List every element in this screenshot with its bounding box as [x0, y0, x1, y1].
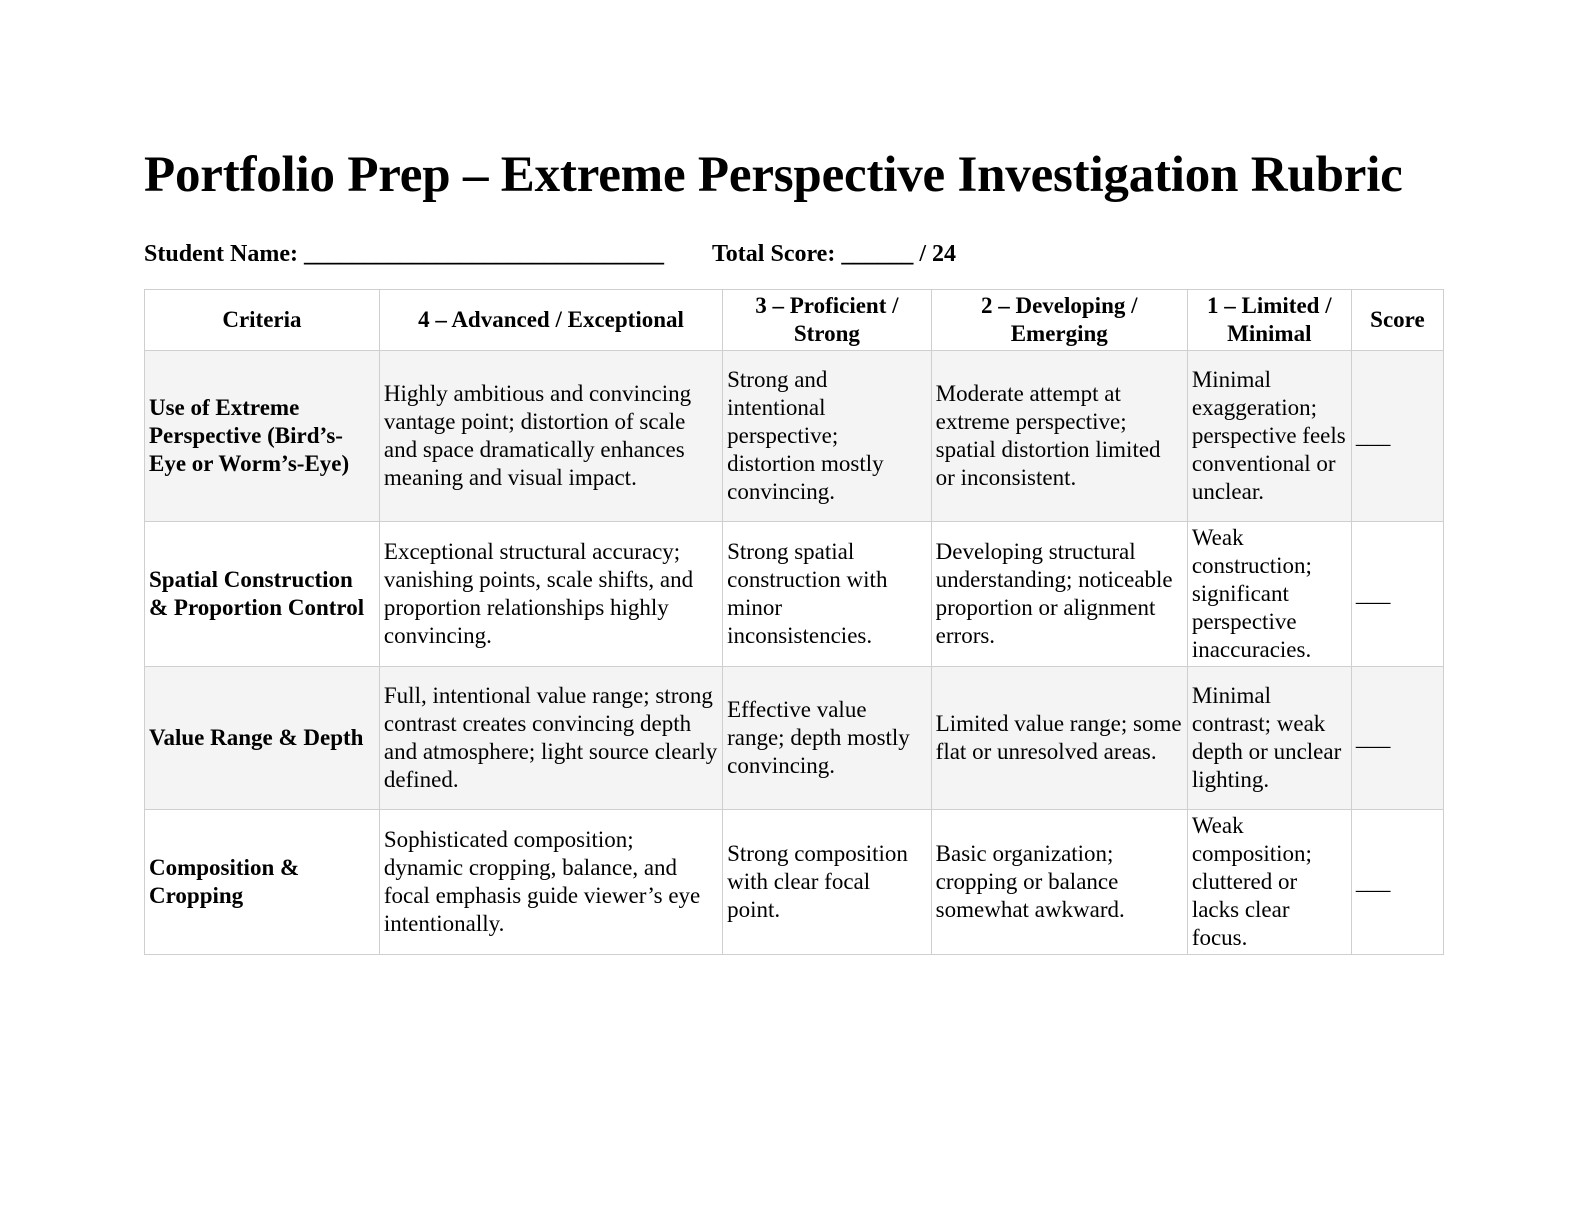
level-2-cell: Limited value range; some flat or unresolved areas. — [931, 667, 1187, 810]
header-criteria: Criteria — [145, 290, 380, 351]
header-level-2: 2 – Developing / Emerging — [931, 290, 1187, 351]
level-3-cell: Strong composition with clear focal point. — [723, 810, 932, 955]
level-2-cell: Basic organization; cropping or balance somewhat awkward. — [931, 810, 1187, 955]
header-level-3: 3 – Proficient / Strong — [723, 290, 932, 351]
level-4-cell: Exceptional structural accuracy; vanishing points, scale shifts, and proportion relationships highly convincing. — [379, 522, 722, 667]
level-3-cell: Strong and intentional perspective; distortion mostly convincing. — [723, 351, 932, 522]
level-1-cell: Minimal contrast; weak depth or unclear lighting. — [1187, 667, 1351, 810]
level-2-cell: Developing structural understanding; noticeable proportion or alignment errors. — [931, 522, 1187, 667]
table-row — [145, 351, 1444, 522]
criteria-cell: Use of Extreme Perspective (Bird’s-Eye or Worm’s-Eye) — [145, 351, 380, 522]
level-1-cell: Minimal exaggeration; perspective feels conventional or unclear. — [1187, 351, 1351, 522]
rubric-page — [144, 140, 1444, 950]
student-info-line — [144, 238, 1444, 270]
score-blank: ___ — [1351, 810, 1443, 955]
table-row — [145, 522, 1444, 667]
table-row — [145, 810, 1444, 955]
total-score-label: Total Score: ______ / 24 — [712, 241, 956, 267]
criteria-cell: Composition & Cropping — [145, 810, 380, 955]
criteria-cell: Spatial Construction & Proportion Control — [145, 522, 380, 667]
level-1-cell: Weak construction; significant perspective inaccuracies. — [1187, 522, 1351, 667]
level-4-cell: Sophisticated composition; dynamic cropping, balance, and focal emphasis guide viewer’s eye intentionally. — [379, 810, 722, 955]
page-title: Portfolio Prep – Extreme Perspective Investigation Rubric — [144, 147, 1403, 203]
header-level-1: 1 – Limited / Minimal — [1187, 290, 1351, 351]
level-1-cell: Weak composition; cluttered or lacks clear focus. — [1187, 810, 1351, 955]
header-level-4: 4 – Advanced / Exceptional — [379, 290, 722, 351]
criteria-cell: Value Range & Depth — [145, 667, 380, 810]
level-3-cell: Strong spatial construction with minor inconsistencies. — [723, 522, 932, 667]
table-header-row — [145, 290, 1444, 351]
level-4-cell: Full, intentional value range; strong contrast creates convincing depth and atmosphere; light source clearly defined. — [379, 667, 722, 810]
score-blank: ___ — [1351, 667, 1443, 810]
level-4-cell: Highly ambitious and convincing vantage point; distortion of scale and space dramatically enhances meaning and visual impact. — [379, 351, 722, 522]
score-blank: ___ — [1351, 522, 1443, 667]
student-name-label: Student Name: ______________________________ — [144, 241, 664, 267]
table-row — [145, 667, 1444, 810]
level-2-cell: Moderate attempt at extreme perspective; spatial distortion limited or inconsistent. — [931, 351, 1187, 522]
level-3-cell: Effective value range; depth mostly convincing. — [723, 667, 932, 810]
header-score: Score — [1351, 290, 1443, 351]
score-blank: ___ — [1351, 351, 1443, 522]
rubric-table — [144, 289, 1444, 955]
